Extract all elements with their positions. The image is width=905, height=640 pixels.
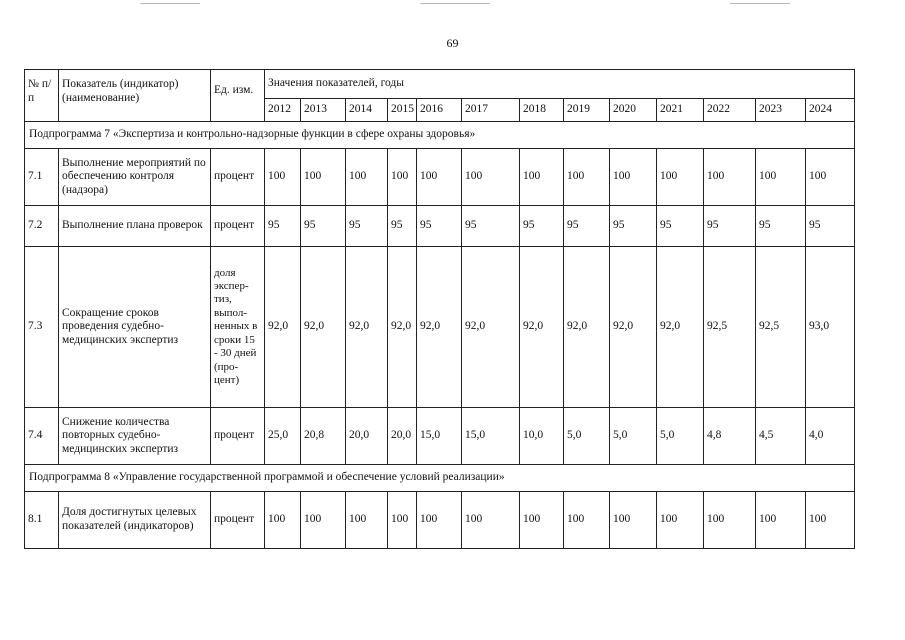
value-2014: 100 <box>346 492 388 549</box>
year-2019: 2019 <box>564 99 610 122</box>
value-2019: 95 <box>564 206 610 247</box>
value-2023: 95 <box>756 206 806 247</box>
value-2020: 100 <box>610 492 657 549</box>
indicator-row <box>25 492 855 549</box>
year-2023: 2023 <box>756 99 806 122</box>
value-2016: 95 <box>417 206 462 247</box>
value-2024: 93,0 <box>806 247 855 408</box>
unit-of-measure: доля экспер-тиз, выпол-ненных в сроки 15 - 30 дней (про-цент) <box>211 247 265 408</box>
value-2024: 100 <box>806 492 855 549</box>
value-2020: 95 <box>610 206 657 247</box>
header-indicator: Показатель (индикатор) (наименование) <box>59 70 211 122</box>
indicator-name: Сокращение сроков проведения судебно-медицинских экспертиз <box>59 247 211 408</box>
header-num: № п/п <box>25 70 59 122</box>
indicators-table <box>24 69 855 549</box>
value-2018: 10,0 <box>520 408 564 465</box>
value-2024: 4,0 <box>806 408 855 465</box>
unit-of-measure: процент <box>211 206 265 247</box>
indicator-name: Доля достигнутых целевых показателей (индикаторов) <box>59 492 211 549</box>
value-2022: 100 <box>704 149 756 206</box>
value-2012: 92,0 <box>265 247 301 408</box>
value-2013: 100 <box>301 492 346 549</box>
header-row-1 <box>25 70 855 99</box>
value-2015: 100 <box>388 492 417 549</box>
value-2017: 15,0 <box>462 408 520 465</box>
value-2017: 100 <box>462 492 520 549</box>
value-2014: 95 <box>346 206 388 247</box>
row-number: 7.4 <box>25 408 59 465</box>
value-2012: 95 <box>265 206 301 247</box>
unit-of-measure: процент <box>211 408 265 465</box>
value-2017: 95 <box>462 206 520 247</box>
indicator-row <box>25 206 855 247</box>
value-2013: 20,8 <box>301 408 346 465</box>
value-2016: 92,0 <box>417 247 462 408</box>
unit-of-measure: процент <box>211 149 265 206</box>
year-2014: 2014 <box>346 99 388 122</box>
value-2024: 95 <box>806 206 855 247</box>
indicator-name: Выполнение мероприятий по обеспечению контроля (надзора) <box>59 149 211 206</box>
header-unit: Ед. изм. <box>211 70 265 122</box>
year-2022: 2022 <box>704 99 756 122</box>
row-number: 7.1 <box>25 149 59 206</box>
indicator-row <box>25 408 855 465</box>
value-2019: 100 <box>564 149 610 206</box>
value-2013: 100 <box>301 149 346 206</box>
value-2012: 25,0 <box>265 408 301 465</box>
year-2020: 2020 <box>610 99 657 122</box>
value-2019: 5,0 <box>564 408 610 465</box>
value-2012: 100 <box>265 492 301 549</box>
value-2015: 95 <box>388 206 417 247</box>
value-2023: 92,5 <box>756 247 806 408</box>
year-2015: 2015 <box>388 99 417 122</box>
value-2013: 95 <box>301 206 346 247</box>
subprogram-title: Подпрограмма 8 «Управление государственной программой и обеспечение условий реализации» <box>25 465 855 492</box>
scan-noise-left <box>140 3 200 4</box>
subprogram-title: Подпрограмма 7 «Экспертиза и контрольно-надзорные функции в сфере охраны здоровья» <box>25 122 855 149</box>
year-2016: 2016 <box>417 99 462 122</box>
indicator-row <box>25 247 855 408</box>
row-number: 7.3 <box>25 247 59 408</box>
value-2023: 100 <box>756 492 806 549</box>
year-2017: 2017 <box>462 99 520 122</box>
value-2022: 4,8 <box>704 408 756 465</box>
value-2017: 92,0 <box>462 247 520 408</box>
header-values: Значения показателей, годы <box>265 70 855 99</box>
value-2018: 92,0 <box>520 247 564 408</box>
value-2013: 92,0 <box>301 247 346 408</box>
row-number: 7.2 <box>25 206 59 247</box>
indicator-name: Снижение количества повторных судебно-медицинских экспертиз <box>59 408 211 465</box>
value-2021: 100 <box>657 149 704 206</box>
value-2022: 100 <box>704 492 756 549</box>
value-2018: 100 <box>520 492 564 549</box>
indicator-name: Выполнение плана проверок <box>59 206 211 247</box>
subprogram-row <box>25 122 855 149</box>
value-2012: 100 <box>265 149 301 206</box>
value-2016: 100 <box>417 149 462 206</box>
value-2020: 92,0 <box>610 247 657 408</box>
value-2020: 100 <box>610 149 657 206</box>
value-2019: 100 <box>564 492 610 549</box>
value-2020: 5,0 <box>610 408 657 465</box>
scan-noise-center <box>420 3 490 4</box>
year-2012: 2012 <box>265 99 301 122</box>
value-2021: 95 <box>657 206 704 247</box>
value-2016: 100 <box>417 492 462 549</box>
year-2013: 2013 <box>301 99 346 122</box>
value-2021: 5,0 <box>657 408 704 465</box>
value-2014: 20,0 <box>346 408 388 465</box>
value-2019: 92,0 <box>564 247 610 408</box>
subprogram-row <box>25 465 855 492</box>
row-number: 8.1 <box>25 492 59 549</box>
value-2021: 100 <box>657 492 704 549</box>
unit-of-measure: процент <box>211 492 265 549</box>
value-2015: 100 <box>388 149 417 206</box>
value-2017: 100 <box>462 149 520 206</box>
value-2016: 15,0 <box>417 408 462 465</box>
year-2024: 2024 <box>806 99 855 122</box>
value-2014: 100 <box>346 149 388 206</box>
indicator-row <box>25 149 855 206</box>
value-2021: 92,0 <box>657 247 704 408</box>
value-2015: 20,0 <box>388 408 417 465</box>
value-2023: 100 <box>756 149 806 206</box>
page-number: 69 <box>446 36 459 50</box>
value-2014: 92,0 <box>346 247 388 408</box>
scan-noise-right <box>730 3 790 4</box>
value-2018: 100 <box>520 149 564 206</box>
value-2023: 4,5 <box>756 408 806 465</box>
year-2021: 2021 <box>657 99 704 122</box>
value-2024: 100 <box>806 149 855 206</box>
year-2018: 2018 <box>520 99 564 122</box>
value-2022: 92,5 <box>704 247 756 408</box>
value-2018: 95 <box>520 206 564 247</box>
value-2022: 95 <box>704 206 756 247</box>
value-2015: 92,0 <box>388 247 417 408</box>
